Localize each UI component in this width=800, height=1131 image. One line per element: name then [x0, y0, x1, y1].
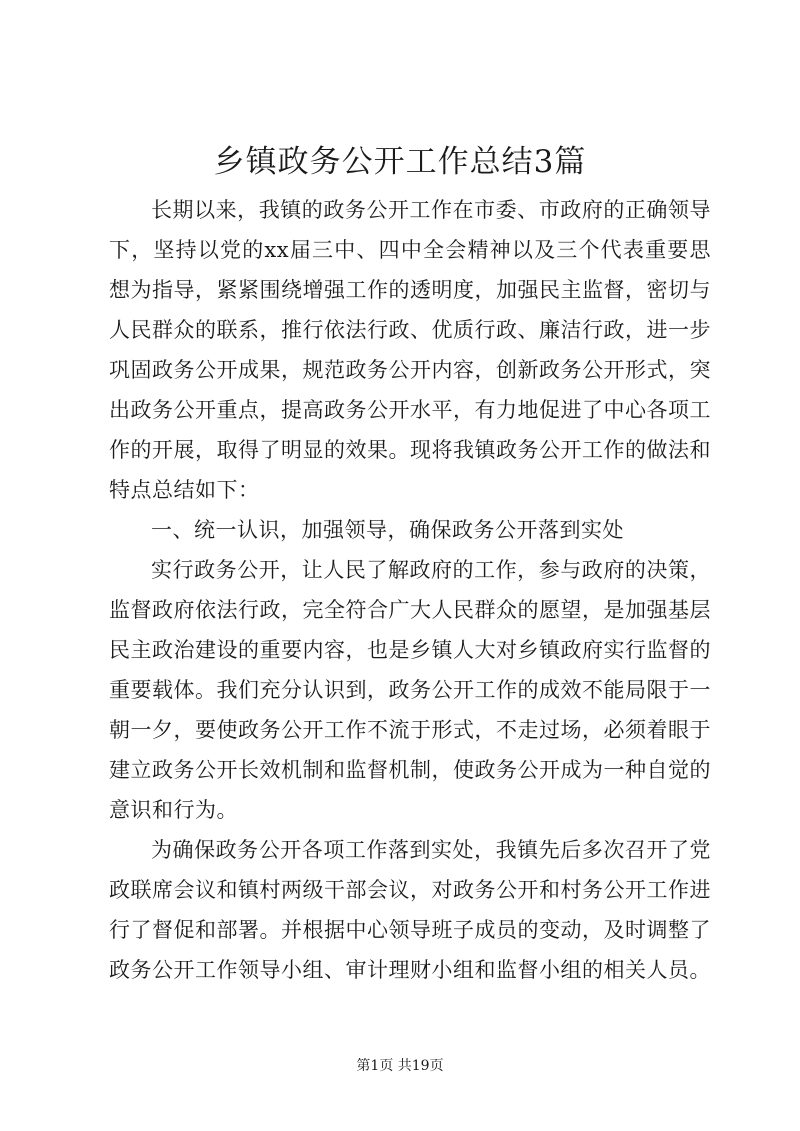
- document-body: [109, 190, 711, 990]
- page-number-footer: 第1页 共19页: [356, 1058, 444, 1074]
- paragraph-intro: 长期以来，我镇的政务公开工作在市委、市政府的正确领导下，坚持以党的xx届三中、四中全会精神以及三个代表重要思想为指导，紧紧围绕增强工作的透明度，加强民主监督，密切与人民群众的联系，推行依法行政、优质行政、廉洁行政，进一步巩固政务公开成果，规范政务公开内容，创新政务公开形式，突出政务公开重点，提高政务公开水平，有力地促进了中心各项工作的开展，取得了明显的效果。现将我镇政务公开工作的做法和特点总结如下：: [109, 198, 711, 502]
- document-title: 乡镇政务公开工作总结3篇: [213, 144, 587, 180]
- section-heading-1: 一、统一认识，加强领导，确保政务公开落到实处: [151, 518, 624, 542]
- paragraph-section-1-continued: 为确保政务公开各项工作落到实处，我镇先后多次召开了党政联席会议和镇村两级干部会议，对政务公开和村务公开工作进行了督促和部署。并根据中心领导班子成员的变动，及时调整了政务公开工作领导小组、审计理财小组和监督小组的相关人员。: [109, 838, 711, 982]
- paragraph-section-1: 实行政务公开，让人民了解政府的工作，参与政府的决策，监督政府依法行政，完全符合广大人民群众的愿望，是加强基层民主政治建设的重要内容，也是乡镇人大对乡镇政府实行监督的重要载体。我们充分认识到，政务公开工作的成效不能局限于一朝一夕，要使政务公开工作不流于形式，不走过场，必须着眼于建立政务公开长效机制和监督机制，使政务公开成为一种自觉的意识和行为。: [109, 558, 711, 822]
